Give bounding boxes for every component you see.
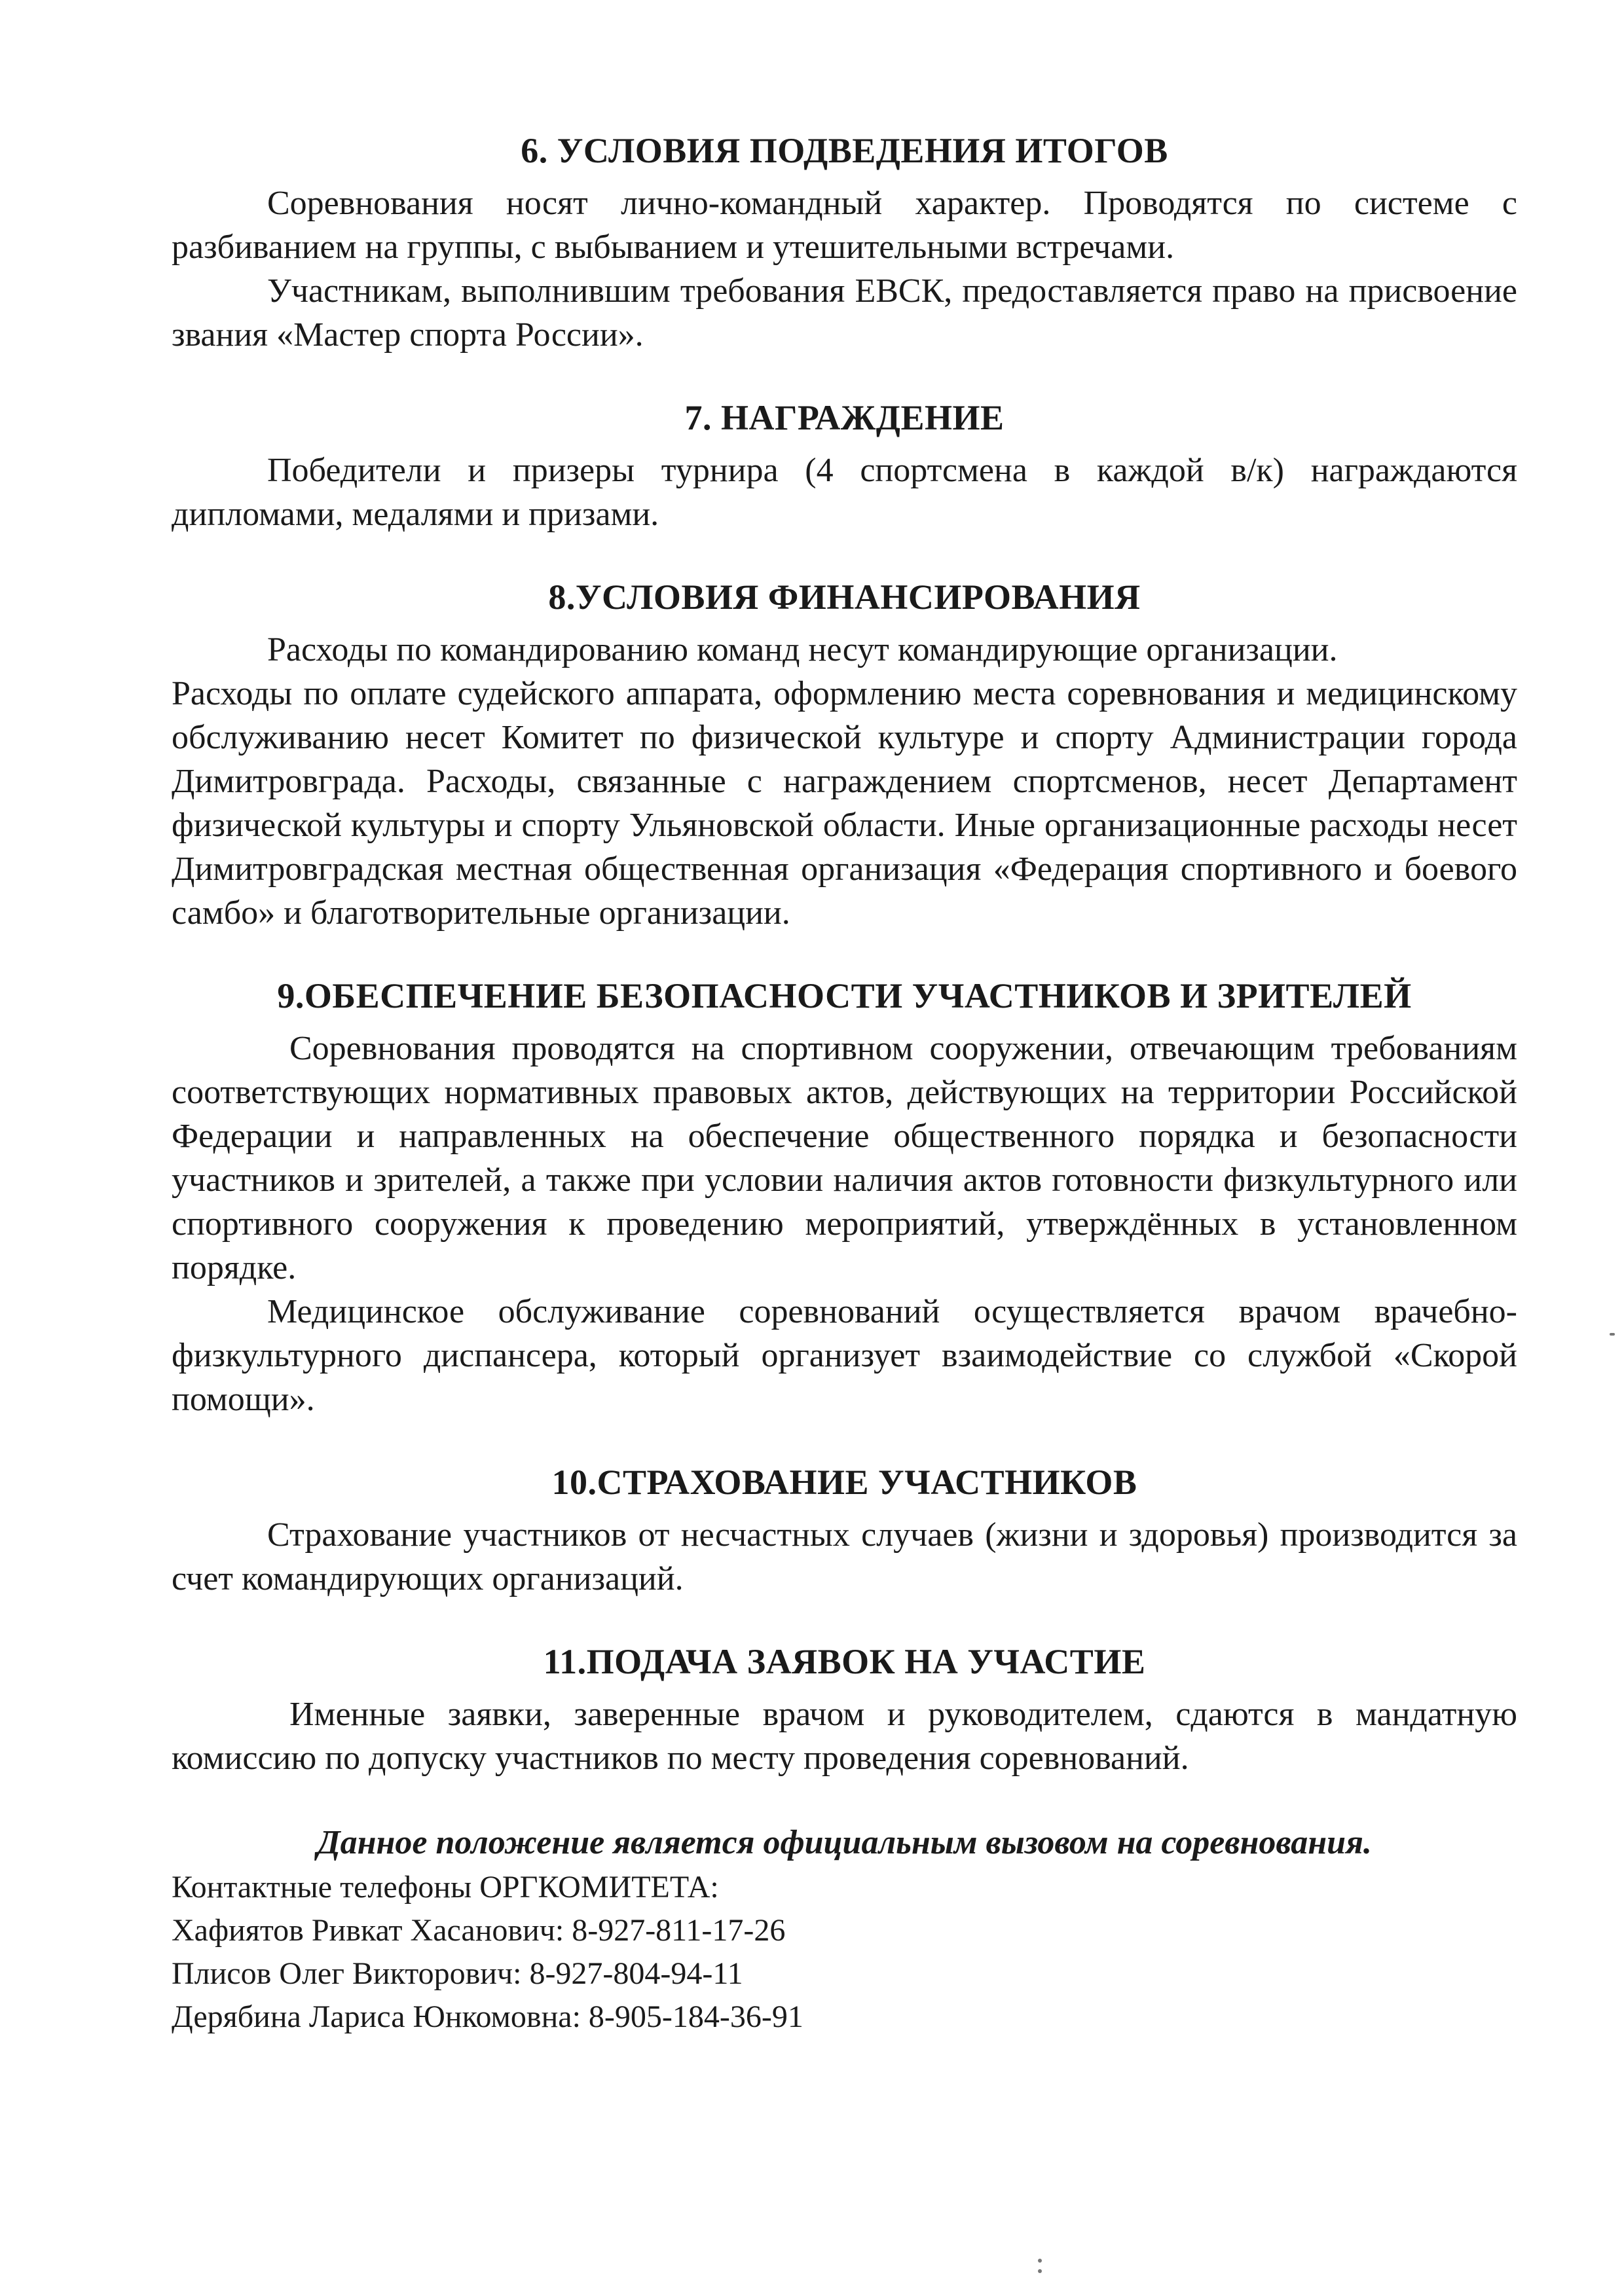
contact-person: Дерябина Лариса Юнкомовна: 8-905-184-36-91 [172,1999,803,2034]
section-financing [172,574,1517,935]
document-page [172,128,1517,2039]
scan-speck [1038,2269,1042,2273]
contact-person: Плисов Олег Викторович: 8-927-804-94-11 [172,1956,743,1991]
section-paragraph: Расходы по командированию команд несут командирующие организации. [267,631,1338,668]
official-call-note: Данное положение является официальным вызовом на соревнования. [317,1824,1372,1861]
section-insurance [172,1459,1517,1601]
section-paragraph: Страхование участников от несчастных случаев (жизни и здоровья) производится за счет командирующих организаций. [172,1516,1517,1597]
section-title: 11.ПОДАЧА ЗАЯВОК НА УЧАСТИЕ [543,1642,1146,1681]
contacts-heading: Контактные телефоны ОРГКОМИТЕТА: [172,1870,719,1904]
section-title: 10.СТРАХОВАНИЕ УЧАСТНИКОВ [551,1463,1137,1502]
section-results [172,128,1517,357]
section-paragraph: Медицинское обслуживание соревнований осуществляется врачом врачебно-физкультурного диспансера, который организует взаимодействие со службой «Скорой помощи». [172,1293,1517,1418]
contact-person: Хафиятов Ривкат Хасанович: 8-927-811-17-26 [172,1913,786,1948]
section-applications [172,1639,1517,1780]
section-title: 9.ОБЕСПЕЧЕНИЕ БЕЗОПАСНОСТИ УЧАСТНИКОВ И ЗРИТЕЛЕЙ [277,976,1412,1015]
section-paragraph: Именные заявки, заверенные врачом и руководителем, сдаются в мандатную комиссию по допуску участников по месту проведения соревнований. [172,1696,1517,1777]
section-paragraph: Соревнования носят лично-командный характер. Проводятся по системе с разбиванием на группы, с выбыванием и утешительными встречами. [172,185,1517,266]
section-awards [172,395,1517,536]
section-paragraph: Победители и призеры турнира (4 спортсмена в каждой в/к) награждаются дипломами, медалями и призами. [172,452,1517,533]
section-paragraph: Соревнования проводятся на спортивном сооружении, отвечающим требованиям соответствующих нормативных правовых актов, действующих на территории Российской Федерации и направленных на обеспечение общественного порядка и безопасности участников и зрителей, а также при условии наличия актов готовности физкультурного или спортивного сооружения к проведению мероприятий, утверждённых в установленном порядке. [172,1030,1517,1286]
section-paragraph: Расходы по оплате судейского аппарата, оформлению места соревнования и медицинскому обслуживанию несет Комитет по физической культуре и спорту Администрации города Димитровграда. Расходы, связанные с награждением спортсменов, несет Департамент физической культуры и спорту Ульяновской области. Иные организационные расходы несет Димитровградская местная общественная организация «Федерация спортивного и боевого самбо» и благотворительные организации. [172,675,1517,932]
scan-speck [1610,1333,1615,1336]
contacts-block [172,1866,1517,2039]
section-safety [172,973,1517,1421]
scan-speck [1038,2259,1042,2263]
section-paragraph: Участникам, выполнившим требования ЕВСК, предоставляется право на присвоение звания «Мастер спорта России». [172,272,1517,354]
section-title: 8.УСЛОВИЯ ФИНАНСИРОВАНИЯ [548,577,1141,617]
section-title: 7. НАГРАЖДЕНИЕ [684,398,1005,437]
section-title: 6. УСЛОВИЯ ПОДВЕДЕНИЯ ИТОГОВ [521,131,1168,170]
